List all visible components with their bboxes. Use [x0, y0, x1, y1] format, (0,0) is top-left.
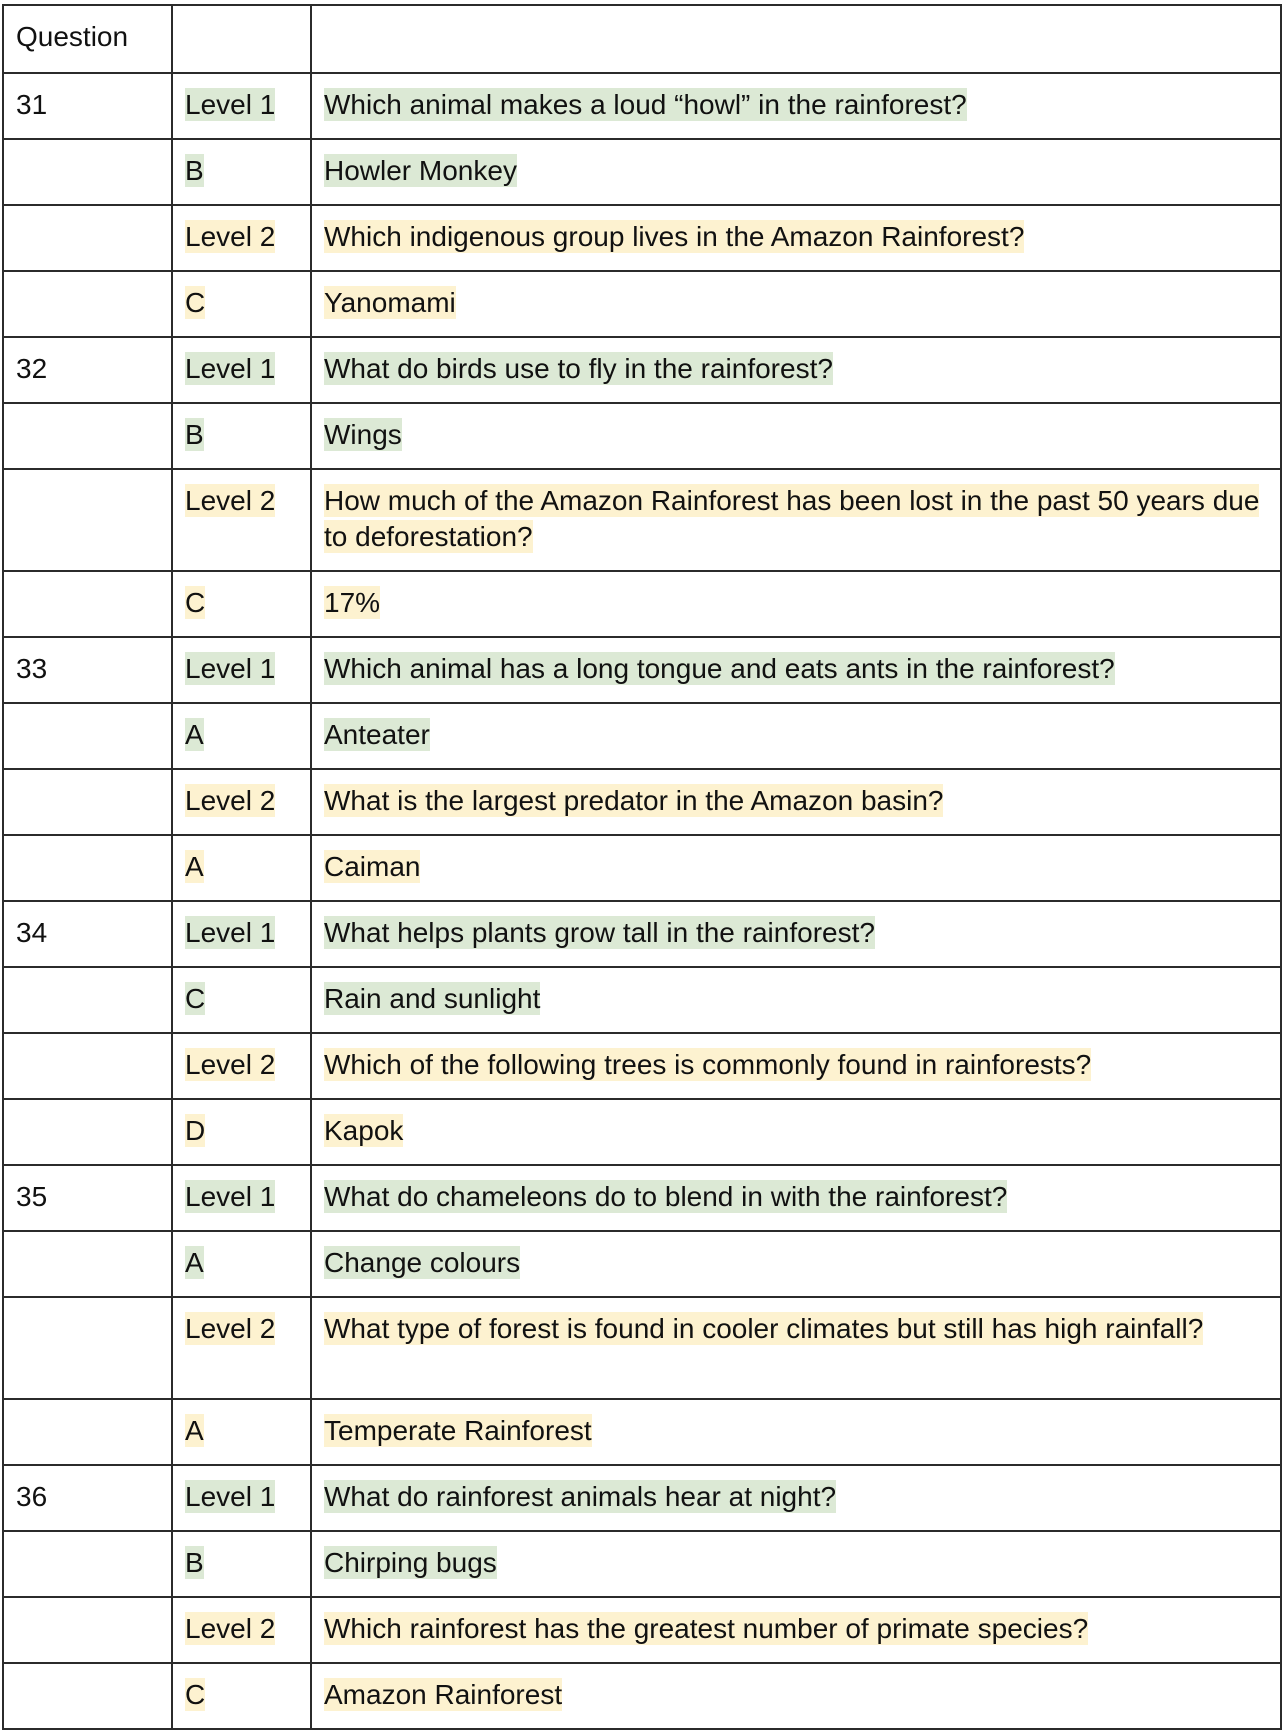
level-label: Level 1 — [185, 89, 276, 120]
question-number-cell — [3, 1597, 172, 1663]
question-number: 36 — [16, 1481, 48, 1512]
text-cell — [311, 403, 1281, 469]
question-number: 34 — [16, 917, 48, 948]
row-text: How much of the Amazon Rainforest has been lost in the past 50 years due to deforestation? — [324, 485, 1260, 552]
level-cell — [172, 271, 311, 337]
table-row — [3, 967, 1281, 1033]
row-text: Temperate Rainforest — [324, 1415, 592, 1446]
question-number-cell — [3, 1165, 172, 1231]
row-text: Which animal makes a loud “howl” in the rainforest? — [324, 89, 967, 120]
table-row — [3, 337, 1281, 403]
table-row — [3, 1399, 1281, 1465]
level-label: A — [185, 851, 204, 882]
question-number-cell — [3, 205, 172, 271]
question-number-cell — [3, 703, 172, 769]
question-number-cell — [3, 1297, 172, 1399]
row-text: Anteater — [324, 719, 430, 750]
level-cell — [172, 1297, 311, 1399]
level-cell — [172, 1531, 311, 1597]
level-label: Level 1 — [185, 653, 276, 684]
text-cell — [311, 967, 1281, 1033]
level-cell — [172, 571, 311, 637]
level-cell — [172, 835, 311, 901]
level-cell — [172, 1597, 311, 1663]
question-number: 31 — [16, 89, 48, 120]
table-row — [3, 769, 1281, 835]
table-row — [3, 403, 1281, 469]
question-number-cell — [3, 469, 172, 571]
question-number-cell — [3, 1399, 172, 1465]
text-cell — [311, 703, 1281, 769]
level-label: B — [185, 1547, 204, 1578]
question-number-cell — [3, 835, 172, 901]
table-row — [3, 1531, 1281, 1597]
table-row — [3, 703, 1281, 769]
text-cell — [311, 1165, 1281, 1231]
text-cell — [311, 571, 1281, 637]
text-cell — [311, 1597, 1281, 1663]
row-text: Which of the following trees is commonly found in rainforests? — [324, 1049, 1092, 1080]
level-label: B — [185, 155, 204, 186]
level-label: Level 2 — [185, 485, 276, 516]
row-text: Chirping bugs — [324, 1547, 497, 1578]
row-text: What do rainforest animals hear at night? — [324, 1481, 837, 1512]
level-label: C — [185, 1679, 206, 1710]
level-label: Level 1 — [185, 1481, 276, 1512]
level-label: Level 2 — [185, 785, 276, 816]
text-cell — [311, 139, 1281, 205]
text-cell — [311, 1297, 1281, 1399]
quiz-table — [2, 4, 1282, 1730]
level-label: Level 2 — [185, 1613, 276, 1644]
row-text: What helps plants grow tall in the rainforest? — [324, 917, 875, 948]
question-number: 35 — [16, 1181, 48, 1212]
level-label: Level 2 — [185, 221, 276, 252]
text-cell — [311, 1465, 1281, 1531]
table-row — [3, 1597, 1281, 1663]
table-row — [3, 1099, 1281, 1165]
level-label: B — [185, 419, 204, 450]
question-number-cell — [3, 1531, 172, 1597]
question-number-cell — [3, 1663, 172, 1729]
row-text: Which rainforest has the greatest number of primate species? — [324, 1613, 1089, 1644]
level-cell — [172, 1663, 311, 1729]
question-number-cell — [3, 271, 172, 337]
row-text: Rain and sunlight — [324, 983, 541, 1014]
text-cell — [311, 73, 1281, 139]
table-row — [3, 1165, 1281, 1231]
row-text: Yanomami — [324, 287, 456, 318]
question-number-cell — [3, 637, 172, 703]
level-cell — [172, 703, 311, 769]
text-cell — [311, 271, 1281, 337]
level-label: D — [185, 1115, 206, 1146]
question-number-cell — [3, 139, 172, 205]
text-cell — [311, 1099, 1281, 1165]
table-row — [3, 835, 1281, 901]
text-cell — [311, 1231, 1281, 1297]
text-cell — [311, 1399, 1281, 1465]
table-row — [3, 271, 1281, 337]
table-row — [3, 571, 1281, 637]
level-label: C — [185, 587, 206, 618]
table-row — [3, 1231, 1281, 1297]
level-label: C — [185, 287, 206, 318]
table-row — [3, 469, 1281, 571]
level-label: Level 1 — [185, 917, 276, 948]
row-text: Which animal has a long tongue and eats ants in the rainforest? — [324, 653, 1115, 684]
row-text: What do chameleons do to blend in with the rainforest? — [324, 1181, 1008, 1212]
question-number-cell — [3, 967, 172, 1033]
level-cell — [172, 1399, 311, 1465]
question-number-cell — [3, 1033, 172, 1099]
table-row — [3, 205, 1281, 271]
row-text: What do birds use to fly in the rainforest? — [324, 353, 833, 384]
text-cell — [311, 1663, 1281, 1729]
text-cell — [311, 205, 1281, 271]
text-cell — [311, 1033, 1281, 1099]
question-number-cell — [3, 403, 172, 469]
question-number-cell — [3, 901, 172, 967]
level-cell — [172, 139, 311, 205]
table-row — [3, 1297, 1281, 1399]
row-text: What type of forest is found in cooler climates but still has high rainfall? — [324, 1313, 1204, 1344]
question-number-cell — [3, 769, 172, 835]
header-question-label: Question — [16, 21, 129, 52]
quiz-table-body — [3, 5, 1281, 1729]
level-label: A — [185, 1415, 204, 1446]
row-text: Change colours — [324, 1247, 521, 1278]
level-label: C — [185, 983, 206, 1014]
question-number-cell — [3, 1231, 172, 1297]
level-label: A — [185, 719, 204, 750]
level-cell — [172, 1465, 311, 1531]
level-cell — [172, 769, 311, 835]
table-row — [3, 637, 1281, 703]
header-question-cell — [3, 5, 172, 73]
level-cell — [172, 1231, 311, 1297]
text-cell — [311, 337, 1281, 403]
level-cell — [172, 403, 311, 469]
table-row — [3, 139, 1281, 205]
row-text: Amazon Rainforest — [324, 1679, 563, 1710]
question-number-cell — [3, 571, 172, 637]
level-cell — [172, 637, 311, 703]
text-cell — [311, 835, 1281, 901]
level-cell — [172, 1099, 311, 1165]
question-number-cell — [3, 1099, 172, 1165]
text-cell — [311, 469, 1281, 571]
header-level-cell — [172, 5, 311, 73]
question-number-cell — [3, 337, 172, 403]
table-row — [3, 1465, 1281, 1531]
level-label: Level 2 — [185, 1049, 276, 1080]
header-text-cell — [311, 5, 1281, 73]
level-label: Level 1 — [185, 353, 276, 384]
level-cell — [172, 1165, 311, 1231]
row-text: Wings — [324, 419, 402, 450]
row-text: What is the largest predator in the Amazon basin? — [324, 785, 944, 816]
table-row — [3, 1663, 1281, 1729]
text-cell — [311, 901, 1281, 967]
level-label: Level 1 — [185, 1181, 276, 1212]
level-cell — [172, 1033, 311, 1099]
question-number: 33 — [16, 653, 48, 684]
question-number-cell — [3, 1465, 172, 1531]
level-cell — [172, 337, 311, 403]
level-cell — [172, 967, 311, 1033]
header-row — [3, 5, 1281, 73]
text-cell — [311, 769, 1281, 835]
level-cell — [172, 73, 311, 139]
row-text: Which indigenous group lives in the Amazon Rainforest? — [324, 221, 1025, 252]
question-number-cell — [3, 73, 172, 139]
level-label: Level 2 — [185, 1313, 276, 1344]
row-text: Howler Monkey — [324, 155, 517, 186]
level-cell — [172, 205, 311, 271]
text-cell — [311, 1531, 1281, 1597]
row-text: Kapok — [324, 1115, 404, 1146]
level-label: A — [185, 1247, 204, 1278]
table-row — [3, 73, 1281, 139]
row-text: Caiman — [324, 851, 421, 882]
table-row — [3, 1033, 1281, 1099]
level-cell — [172, 469, 311, 571]
level-cell — [172, 901, 311, 967]
row-text: 17% — [324, 587, 381, 618]
question-number: 32 — [16, 353, 48, 384]
text-cell — [311, 637, 1281, 703]
table-row — [3, 901, 1281, 967]
